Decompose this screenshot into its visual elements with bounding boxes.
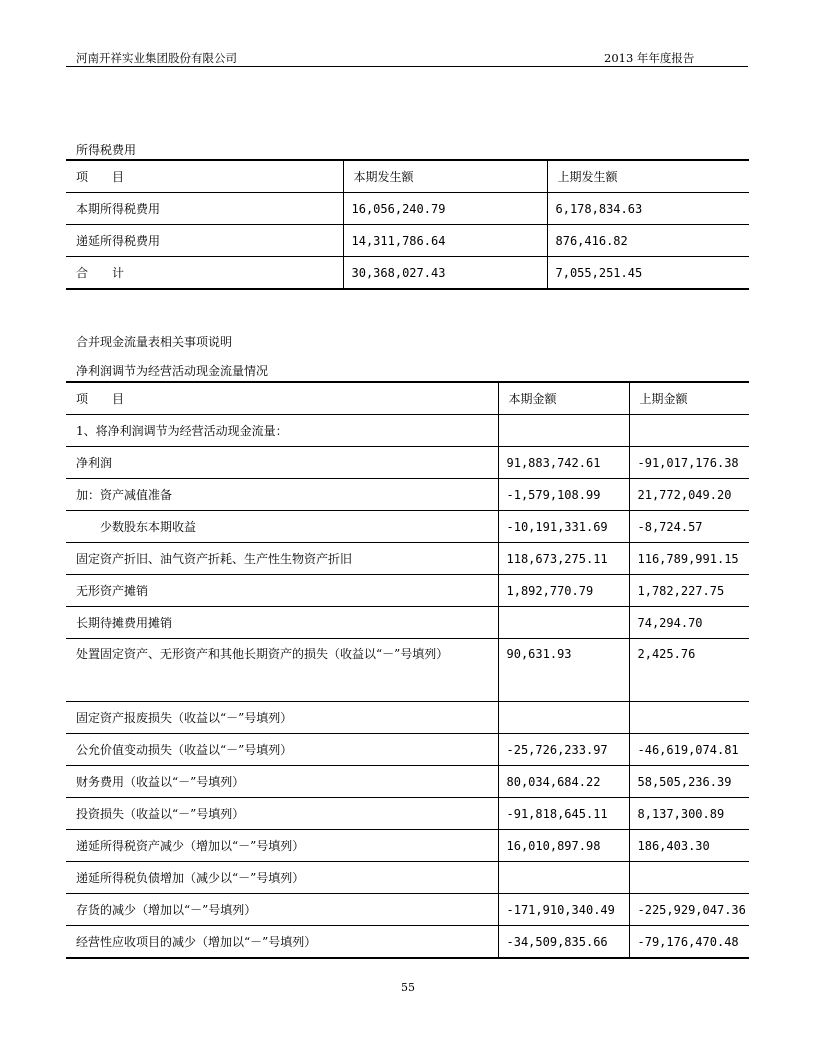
current-amount: 80,034,684.22 bbox=[498, 766, 629, 798]
income-tax-table bbox=[66, 159, 749, 290]
table-row bbox=[66, 511, 749, 543]
row-item: 递延所得税资产减少（增加以“－”号填列） bbox=[66, 830, 498, 862]
income-tax-title: 所得税费用 bbox=[76, 143, 137, 157]
column-header: 本期金额 bbox=[498, 382, 629, 415]
table-row bbox=[66, 798, 749, 830]
table-row bbox=[66, 479, 749, 511]
current-amount: 118,673,275.11 bbox=[498, 543, 629, 575]
row-item: 处置固定资产、无形资产和其他长期资产的损失（收益以“－”号填列） bbox=[66, 639, 498, 702]
current-amount: 1,892,770.79 bbox=[498, 575, 629, 607]
page-number: 55 bbox=[401, 981, 415, 994]
report-title: 2013 年年度报告 bbox=[604, 51, 695, 65]
column-header: 本期发生额 bbox=[343, 160, 547, 193]
row-item: 投资损失（收益以“－”号填列） bbox=[66, 798, 498, 830]
current-amount: 91,883,742.61 bbox=[498, 447, 629, 479]
prior-amount: -79,176,470.48 bbox=[629, 926, 749, 959]
table-header-row bbox=[66, 382, 749, 415]
table-row bbox=[66, 575, 749, 607]
table-row bbox=[66, 543, 749, 575]
prior-amount: -46,619,074.81 bbox=[629, 734, 749, 766]
current-amount bbox=[498, 607, 629, 639]
current-amount: -25,726,233.97 bbox=[498, 734, 629, 766]
prior-amount: 58,505,236.39 bbox=[629, 766, 749, 798]
row-item: 无形资产摊销 bbox=[66, 575, 498, 607]
column-header: 项 目 bbox=[76, 170, 125, 184]
prior-amount: 876,416.82 bbox=[547, 225, 749, 257]
header-rule bbox=[66, 66, 748, 67]
prior-amount: 186,403.30 bbox=[629, 830, 749, 862]
prior-amount: 116,789,991.15 bbox=[629, 543, 749, 575]
table-row bbox=[66, 862, 749, 894]
row-item: 固定资产报废损失（收益以“－”号填列） bbox=[66, 702, 498, 734]
column-header: 项 目 bbox=[76, 392, 125, 406]
prior-amount: 2,425.76 bbox=[629, 639, 749, 702]
current-amount: 30,368,027.43 bbox=[343, 257, 547, 290]
total-row bbox=[66, 257, 749, 290]
current-amount: 16,010,897.98 bbox=[498, 830, 629, 862]
table-header-row bbox=[66, 160, 749, 193]
table-row bbox=[66, 734, 749, 766]
current-amount: 14,311,786.64 bbox=[343, 225, 547, 257]
current-amount bbox=[498, 415, 629, 447]
prior-amount: 1,782,227.75 bbox=[629, 575, 749, 607]
row-item: 加：资产减值准备 bbox=[66, 479, 498, 511]
cash-flow-title: 合并现金流量表相关事项说明 bbox=[76, 335, 233, 349]
table-row bbox=[66, 193, 749, 225]
table-row bbox=[66, 415, 749, 447]
current-amount: -34,509,835.66 bbox=[498, 926, 629, 959]
prior-amount: 7,055,251.45 bbox=[547, 257, 749, 290]
row-item: 递延所得税费用 bbox=[66, 225, 343, 257]
current-amount: -171,910,340.49 bbox=[498, 894, 629, 926]
company-name: 河南开祥实业集团股份有限公司 bbox=[76, 51, 237, 65]
current-amount bbox=[498, 702, 629, 734]
column-header: 上期金额 bbox=[629, 382, 749, 415]
prior-amount: -8,724.57 bbox=[629, 511, 749, 543]
prior-amount: 6,178,834.63 bbox=[547, 193, 749, 225]
row-item: 固定资产折旧、油气资产折耗、生产性生物资产折旧 bbox=[66, 543, 498, 575]
prior-amount bbox=[629, 415, 749, 447]
table-row bbox=[66, 702, 749, 734]
row-item: 存货的减少（增加以“－”号填列） bbox=[66, 894, 498, 926]
current-amount: -1,579,108.99 bbox=[498, 479, 629, 511]
row-item: 少数股东本期收益 bbox=[66, 511, 498, 543]
table-row bbox=[66, 607, 749, 639]
row-item: 本期所得税费用 bbox=[66, 193, 343, 225]
table-row bbox=[66, 766, 749, 798]
table-row bbox=[66, 639, 749, 702]
prior-amount bbox=[629, 862, 749, 894]
table-row bbox=[66, 830, 749, 862]
prior-amount: -225,929,047.36 bbox=[629, 894, 749, 926]
row-item: 财务费用（收益以“－”号填列） bbox=[66, 766, 498, 798]
current-amount: -10,191,331.69 bbox=[498, 511, 629, 543]
row-item: 长期待摊费用摊销 bbox=[66, 607, 498, 639]
cash-flow-subtitle: 净利润调节为经营活动现金流量情况 bbox=[76, 364, 269, 378]
prior-amount bbox=[629, 702, 749, 734]
current-amount: 90,631.93 bbox=[498, 639, 629, 702]
row-item: 净利润 bbox=[66, 447, 498, 479]
row-item: 递延所得税负债增加（减少以“－”号填列） bbox=[66, 862, 498, 894]
row-item: 合 计 bbox=[66, 257, 343, 290]
table-row bbox=[66, 225, 749, 257]
row-item: 1、将净利润调节为经营活动现金流量： bbox=[66, 415, 498, 447]
row-item: 经营性应收项目的减少（增加以“－”号填列） bbox=[66, 926, 498, 959]
table-row bbox=[66, 894, 749, 926]
table-row bbox=[66, 447, 749, 479]
prior-amount: 8,137,300.89 bbox=[629, 798, 749, 830]
cash-flow-table bbox=[66, 381, 749, 959]
column-header: 上期发生额 bbox=[547, 160, 749, 193]
row-item: 公允价值变动损失（收益以“－”号填列） bbox=[66, 734, 498, 766]
prior-amount: 74,294.70 bbox=[629, 607, 749, 639]
prior-amount: 21,772,049.20 bbox=[629, 479, 749, 511]
current-amount: -91,818,645.11 bbox=[498, 798, 629, 830]
current-amount bbox=[498, 862, 629, 894]
prior-amount: -91,017,176.38 bbox=[629, 447, 749, 479]
table-row bbox=[66, 926, 749, 959]
current-amount: 16,056,240.79 bbox=[343, 193, 547, 225]
